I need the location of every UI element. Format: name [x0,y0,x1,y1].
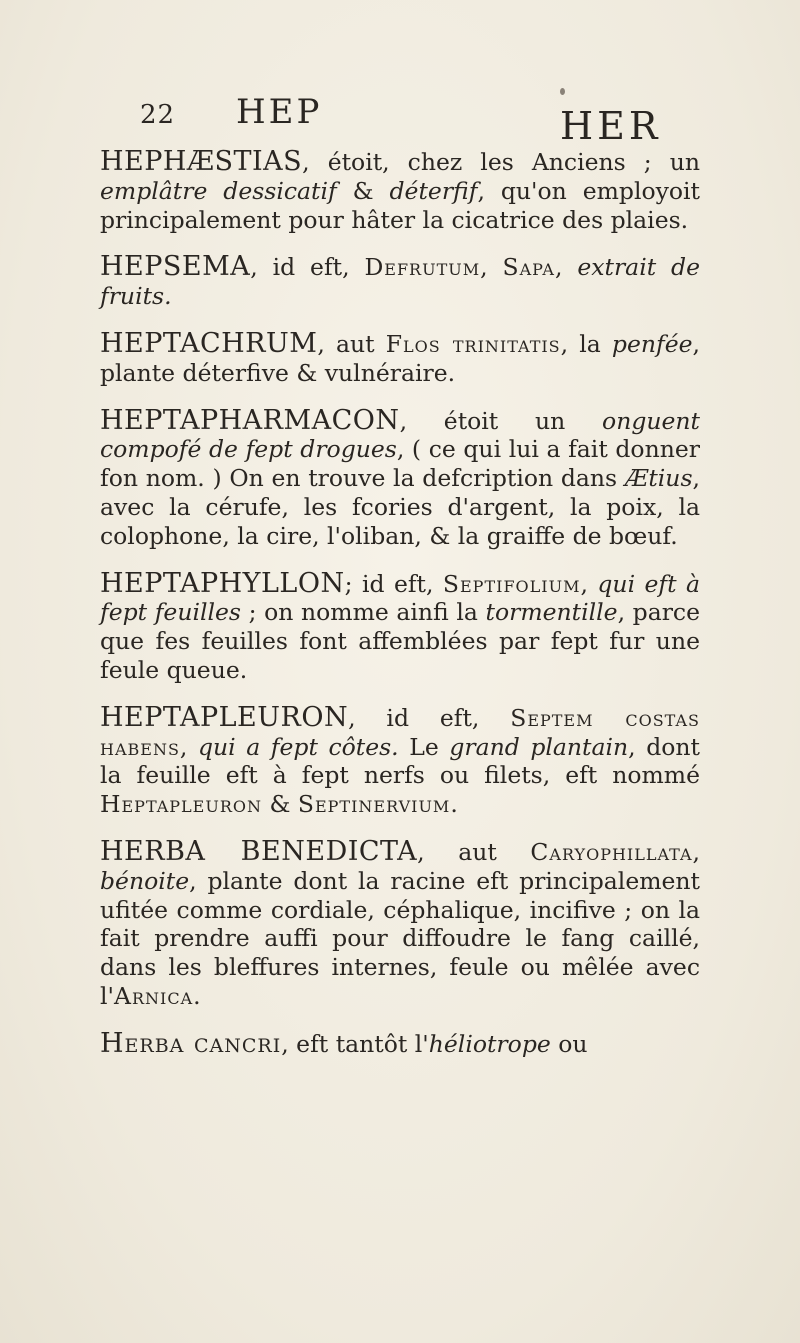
entry-headword: HEPTACHRUM [100,327,318,359]
entry-italic-text: emplâtre dessicatif [100,176,337,205]
entry-headword: HEPTAPLEURON [100,701,349,733]
entry-smallcaps-text: Septem costas habens [100,703,700,761]
entry-text: , eft tantôt l' [281,1029,429,1058]
entry-text: ou [550,1029,588,1058]
entry-italic-text: grand plantain [449,732,629,761]
entry-smallcaps-text: Defrutum [364,253,481,282]
entry-text: , aut [417,837,531,866]
entry-text: & [262,790,298,819]
entry-text: . [450,790,458,819]
entry-italic-text: déterfif [389,176,478,205]
entry-smallcaps-text: Sapa [502,253,555,282]
entry-text: , dont la feuille eft à fept nerfs ou filets, eft nommé [100,732,700,790]
dictionary-entry [100,327,701,388]
entry-italic-text: qui a fept côtes. [197,732,399,761]
entry-text: , [555,253,578,282]
page-header [140,92,700,152]
entry-text: Le [398,732,450,761]
entry-text: , [179,732,198,761]
entry-italic-text: onguent compofé de fept drogues [100,406,700,464]
dictionary-entry [100,148,700,234]
entry-text: , parce que fes feuilles font affemblées par fept fur une feule queue. [100,598,701,684]
entry-text: , ( ce qui lui a fait donner fon nom. ) On en trouve la defcription dans [100,435,700,493]
entry-text: ; on nomme ainfi la [240,598,486,627]
entry-italic-text: extrait de fruits. [100,253,700,311]
entry-headword: HEPSEMA [100,251,251,283]
entry-text: & [336,176,390,205]
dictionary-entry [100,835,700,1011]
entry-text: , la [560,329,612,358]
entry-italic-text: qui eft à fept feuilles [100,569,700,627]
page-number: 22 [140,100,176,130]
running-head-left: HEP [236,92,323,132]
entry-smallcaps-text: Septinervium [297,790,451,819]
entry-text: , plante déterfive & vulnéraire. [100,329,701,387]
entry-italic-text: héliotrope [428,1029,551,1058]
entry-headword: HEPTAPHARMACON [100,404,400,436]
entry-smallcaps-text: Flos trinitatis [385,329,561,358]
entry-headword: HEPTAPHYLLON [100,567,345,599]
entry-headword: Herba cancri [100,1027,282,1059]
dictionary-body [100,148,700,1078]
entry-text: , qu'on employoit principalement pour hâter la cicatrice des plaies. [100,176,700,234]
entry-smallcaps-text: Arnica [113,981,194,1010]
entry-text: , [692,837,700,866]
dictionary-entry [100,701,700,819]
entry-text: ; id eft, [344,569,443,598]
entry-italic-text: Ætius [624,464,693,493]
dictionary-entry [100,404,700,551]
entry-text: , [580,569,598,598]
dictionary-entry [100,567,701,685]
entry-italic-text: bénoite [100,866,190,895]
entry-text: , aut [317,329,386,358]
entry-text: , étoit, chez les Anciens ; un [302,148,700,176]
entry-smallcaps-text: Heptapleuron [100,790,263,819]
entry-text: , [480,253,503,282]
entry-text: , étoit un [399,406,603,435]
entry-italic-text: tormentille [485,598,618,627]
dictionary-entry [100,253,700,311]
entry-text: , id eft, [348,703,511,732]
running-head-right: HER [560,104,662,148]
entry-headword: HEPHÆSTIAS [100,146,303,177]
entry-text: , avec la cérufe, les fcories d'argent, la poix, la colophone, la cire, l'oliban, & la graiffe de bœuf. [100,464,700,550]
entry-text: . [193,981,201,1010]
entry-headword: HERBA BENEDICTA [100,835,418,867]
entry-text: , plante dont la racine eft principalement ufitée comme cordiale, céphalique, incifive ; on la fait prendre auffi pour diffoudre le fang caillé, dans les bleffures internes, feule ou mêlée avec l' [100,866,700,1010]
entry-smallcaps-text: Caryophillata [530,837,693,866]
entry-italic-text: penfée [611,329,693,358]
entry-smallcaps-text: Septifolium [442,569,581,598]
dictionary-entry [100,1027,700,1059]
entry-text: , id eft, [250,253,365,282]
